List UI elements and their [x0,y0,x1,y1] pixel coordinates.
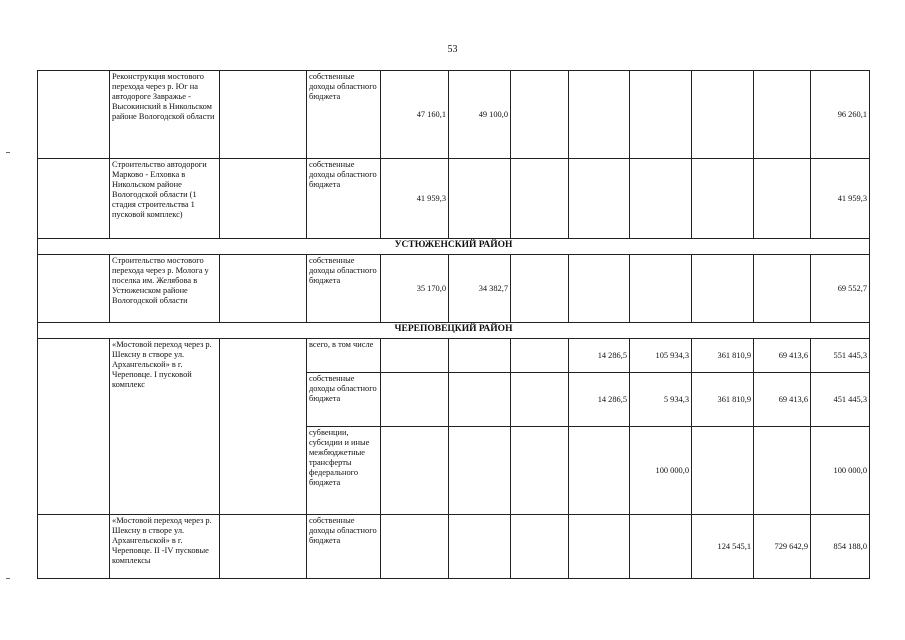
value-cell [692,427,754,515]
row-number-cell [38,255,110,323]
funding-source-cell: собственные доходы областного бюджета [307,159,381,239]
value-cell [381,373,449,427]
value-cell: 100 000,0 [630,427,692,515]
value-cell [511,427,569,515]
value-cell: 35 170,0 [381,255,449,323]
total-cell: 854 188,0 [811,515,870,579]
value-cell [630,255,692,323]
value-cell [630,515,692,579]
value-cell: 105 934,3 [630,339,692,373]
value-cell [381,339,449,373]
value-cell: 14 286,5 [569,339,630,373]
empty-cell [220,159,307,239]
value-cell [511,71,569,159]
value-cell [692,159,754,239]
total-cell: 451 445,3 [811,373,870,427]
value-cell [511,255,569,323]
row-number-cell [38,515,110,579]
value-cell [511,515,569,579]
total-cell: 41 959,3 [811,159,870,239]
value-cell [692,255,754,323]
table-row [38,159,870,239]
row-number-cell [38,339,110,515]
total-cell: 96 260,1 [811,71,870,159]
section-title: УСТЮЖЕНСКИЙ РАЙОН [38,239,870,255]
row-number-cell [38,159,110,239]
funding-source-cell: всего, в том числе [307,339,381,373]
row-number-cell [38,71,110,159]
value-cell: 729 642,9 [754,515,811,579]
value-cell [630,159,692,239]
value-cell [569,427,630,515]
object-name-cell: Реконструкция мостового перехода через р. Юг на автодороге Завражье - Высокинский в Никольском районе Вологодской области [110,71,220,159]
table-row [38,339,870,373]
value-cell: 69 413,6 [754,339,811,373]
empty-cell [220,515,307,579]
funding-source-cell: собственные доходы областного бюджета [307,71,381,159]
value-cell [630,71,692,159]
value-cell [511,159,569,239]
value-cell [381,515,449,579]
funding-source-cell: собственные доходы областного бюджета [307,255,381,323]
value-cell [449,427,511,515]
total-cell: 100 000,0 [811,427,870,515]
value-cell [754,255,811,323]
margin-mark [6,578,10,579]
page-number: 53 [447,44,458,55]
funding-source-cell: субвенции, субсидии и иные межбюджетные трансферты федерального бюджета [307,427,381,515]
value-cell [511,339,569,373]
value-cell: 47 160,1 [381,71,449,159]
value-cell [692,71,754,159]
value-cell [449,373,511,427]
table-row [38,71,870,159]
object-name-cell: Строительство мостового перехода через р. Молога у поселка им. Желябова в Устюженском районе Вологодской области [110,255,220,323]
value-cell: 49 100,0 [449,71,511,159]
funding-source-cell: собственные доходы областного бюджета [307,515,381,579]
value-cell [754,159,811,239]
value-cell [511,373,569,427]
value-cell: 5 934,3 [630,373,692,427]
table-row [38,515,870,579]
budget-table [37,70,870,579]
value-cell: 69 413,6 [754,373,811,427]
section-title: ЧЕРЕПОВЕЦКИЙ РАЙОН [38,323,870,339]
value-cell: 361 810,9 [692,373,754,427]
value-cell [754,427,811,515]
funding-source-cell: собственные доходы областного бюджета [307,373,381,427]
value-cell: 34 382,7 [449,255,511,323]
object-name-cell: «Мостовой переход через р. Шексну в створе ул. Архангельской» в г. Череповце. I пусковой комплекс [110,339,220,515]
object-name-cell: «Мостовой переход через р. Шексну в створе ул. Архангельской» в г. Череповце. II -IV пусковые комплексы [110,515,220,579]
value-cell [754,71,811,159]
margin-mark [6,152,10,153]
empty-cell [220,339,307,515]
total-cell: 551 445,3 [811,339,870,373]
empty-cell [220,71,307,159]
table-row [38,255,870,323]
value-cell [449,339,511,373]
value-cell [569,159,630,239]
value-cell: 14 286,5 [569,373,630,427]
value-cell [449,159,511,239]
value-cell [569,255,630,323]
value-cell: 124 545,1 [692,515,754,579]
section-row [38,323,870,339]
value-cell [381,427,449,515]
value-cell: 41 959,3 [381,159,449,239]
section-row [38,239,870,255]
value-cell [449,515,511,579]
empty-cell [220,255,307,323]
value-cell [569,71,630,159]
value-cell: 361 810,9 [692,339,754,373]
value-cell [569,515,630,579]
total-cell: 69 552,7 [811,255,870,323]
object-name-cell: Строительство автодороги Марково - Елховка в Никольском районе Вологодской области (1 стадия строительства 1 пусковой комплекс) [110,159,220,239]
